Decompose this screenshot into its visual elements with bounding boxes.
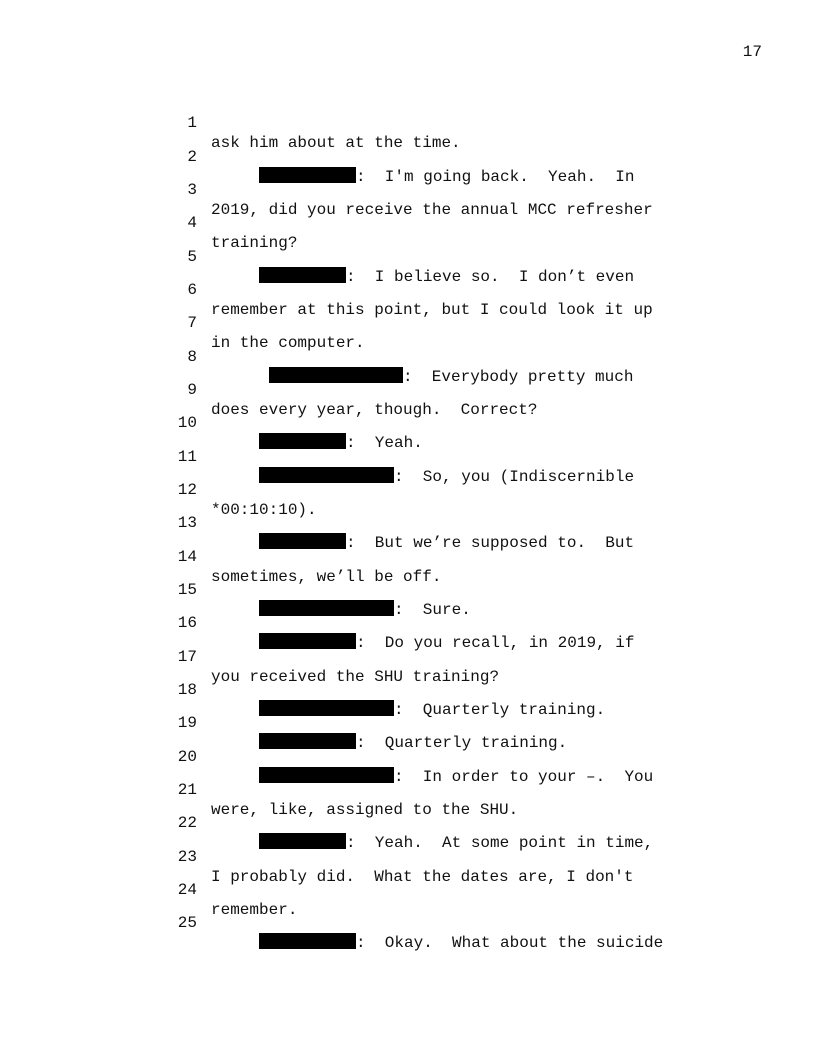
speaker-turn	[259, 700, 605, 720]
transcript-line	[0, 860, 298, 919]
line-text: does every year, though. Correct?	[211, 401, 538, 419]
transcript-line	[0, 93, 461, 152]
line-number: 16	[177, 614, 197, 632]
line-number: 9	[187, 381, 197, 399]
line-text: remember.	[211, 901, 298, 919]
line-number: 15	[177, 581, 197, 599]
line-text: *00:10:10).	[211, 501, 317, 519]
speaker-turn	[259, 833, 653, 853]
line-number: 21	[177, 781, 197, 799]
line-number: 22	[177, 814, 197, 832]
speaker-turn	[259, 167, 634, 187]
line-number: 5	[187, 248, 197, 266]
line-number: 20	[177, 748, 197, 766]
line-text: : Yeah.	[346, 434, 423, 452]
line-text: : Do you recall, in 2019, if	[356, 634, 635, 652]
line-number: 3	[187, 181, 197, 199]
speaker-turn	[259, 467, 634, 487]
redacted-speaker	[259, 633, 356, 649]
speaker-turn	[259, 767, 653, 787]
line-text: sometimes, we’ll be off.	[211, 568, 442, 586]
redacted-speaker	[259, 833, 346, 849]
line-number: 1	[187, 114, 197, 132]
line-number: 12	[177, 481, 197, 499]
redacted-speaker	[259, 700, 394, 716]
redacted-speaker	[259, 467, 394, 483]
transcript-line	[0, 460, 317, 519]
line-number: 25	[177, 914, 197, 932]
transcript-line	[0, 693, 568, 752]
line-text: : In order to your –. You	[394, 768, 654, 786]
speaker-turn	[259, 733, 567, 753]
speaker-turn	[259, 933, 663, 953]
redacted-speaker	[259, 600, 394, 616]
line-number: 23	[177, 848, 197, 866]
line-text: : Quarterly training.	[394, 701, 606, 719]
line-text: in the computer.	[211, 334, 365, 352]
line-text: 2019, did you receive the annual MCC refresher	[211, 201, 653, 219]
transcript-line	[0, 293, 365, 352]
speaker-turn	[259, 533, 634, 553]
redacted-speaker	[259, 733, 356, 749]
line-number: 11	[177, 448, 197, 466]
redacted-speaker	[259, 533, 346, 549]
line-number: 13	[177, 514, 197, 532]
line-text: : I'm going back. Yeah. In	[356, 168, 635, 186]
line-text: remember at this point, but I could look it up	[211, 301, 653, 319]
speaker-turn	[259, 600, 471, 620]
line-text: training?	[211, 234, 298, 252]
line-number: 19	[177, 714, 197, 732]
redacted-speaker	[259, 433, 346, 449]
page-number: 17	[742, 43, 762, 61]
line-text: : So, you (Indiscernible	[394, 468, 635, 486]
redacted-speaker	[259, 267, 346, 283]
line-text: : Yeah. At some point in time,	[346, 834, 654, 852]
redacted-speaker	[259, 167, 356, 183]
line-number: 18	[177, 681, 197, 699]
line-number: 14	[177, 548, 197, 566]
line-text: : I believe so. I don’t even	[346, 268, 635, 286]
redacted-speaker	[259, 767, 394, 783]
transcript-line	[0, 760, 519, 819]
line-number: 8	[187, 348, 197, 366]
line-number: 6	[187, 281, 197, 299]
speaker-turn	[259, 433, 423, 453]
line-text: I probably did. What the dates are, I don't	[211, 868, 634, 886]
redacted-speaker	[259, 933, 356, 949]
line-number: 17	[177, 648, 197, 666]
line-text: : Sure.	[394, 601, 471, 619]
line-text: were, like, assigned to the SHU.	[211, 801, 519, 819]
transcript-line	[0, 527, 442, 586]
line-number: 24	[177, 881, 197, 899]
line-number: 10	[177, 414, 197, 432]
line-number: 4	[187, 214, 197, 232]
line-text: : Okay. What about the suicide	[356, 934, 664, 952]
line-text: you received the SHU training?	[211, 668, 500, 686]
transcript-line	[0, 193, 298, 252]
line-text: : Quarterly training.	[356, 734, 568, 752]
line-number: 7	[187, 314, 197, 332]
speaker-turn	[269, 367, 633, 387]
line-number: 2	[187, 148, 197, 166]
line-text: ask him about at the time.	[211, 134, 461, 152]
redacted-speaker	[269, 367, 403, 383]
line-text: : But we’re supposed to. But	[346, 534, 635, 552]
speaker-turn	[259, 267, 634, 287]
speaker-turn	[259, 633, 634, 653]
line-text: : Everybody pretty much	[403, 368, 634, 386]
